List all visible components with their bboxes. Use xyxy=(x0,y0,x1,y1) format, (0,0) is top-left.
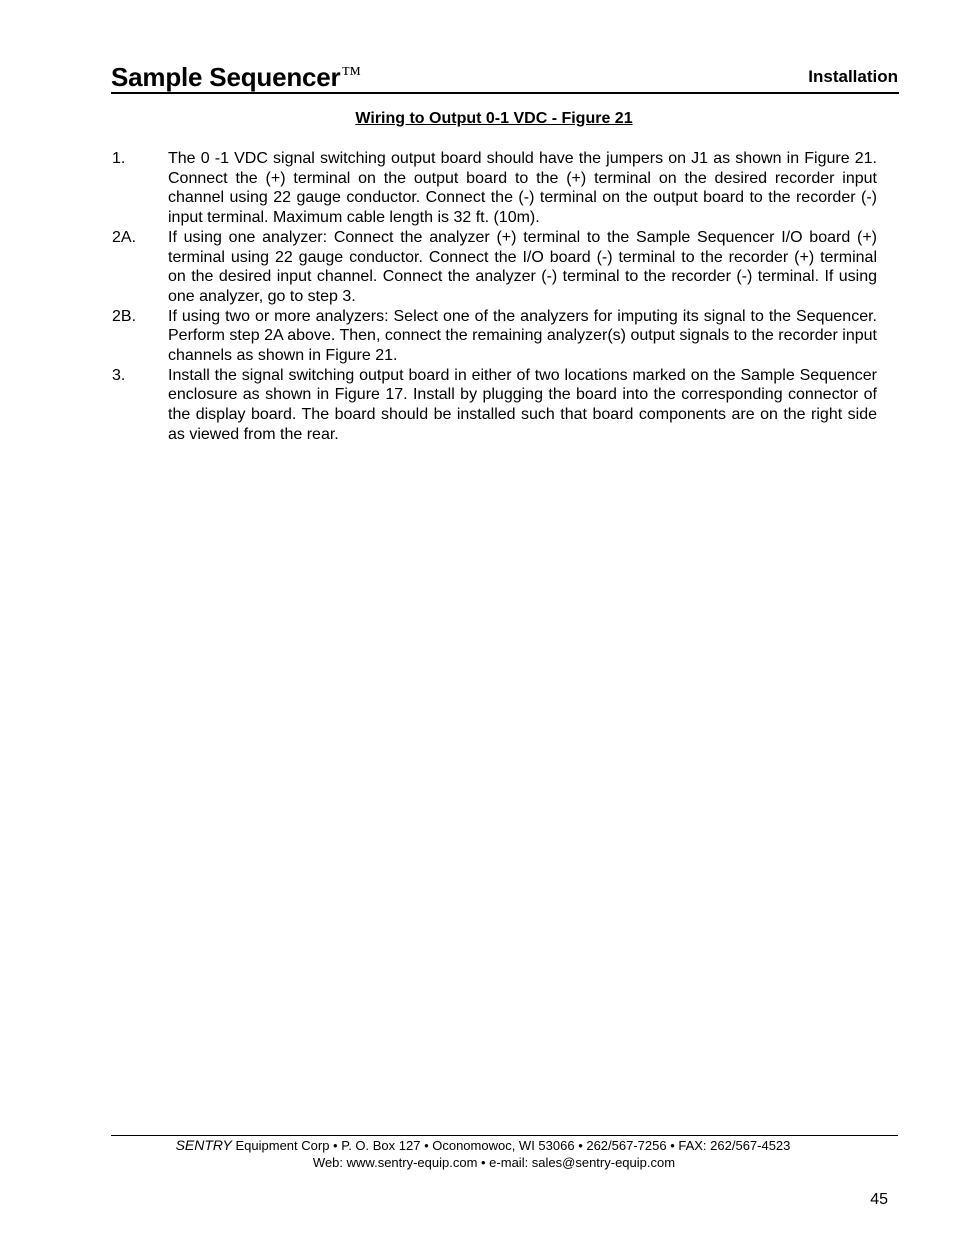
document-title xyxy=(111,56,361,95)
footer-address xyxy=(0,1137,954,1154)
title-text: Sample Sequencer xyxy=(111,62,341,92)
page-number: 45 xyxy=(870,1191,888,1208)
footer-web-contact: Web: www.sentry-equip.com • e-mail: sales@sentry-equip.com xyxy=(312,1155,676,1170)
list-item xyxy=(112,228,877,307)
list-item xyxy=(112,149,877,228)
footer-address-text: Equipment Corp • P. O. Box 127 • Oconomowoc, WI 53066 • 262/567-7256 • FAX: 262/567-4523 xyxy=(235,1138,791,1153)
footer-brand: SENTRY xyxy=(175,1137,232,1153)
step-number: 2B. xyxy=(112,307,137,325)
section-heading: Wiring to Output 0-1 VDC - Figure 21 xyxy=(355,110,633,127)
trademark-symbol: ™ xyxy=(341,63,361,85)
instruction-list xyxy=(112,149,877,445)
step-text: If using two or more analyzers: Select one of the analyzers for imputing its signal to the Sequencer. Perform step 2A above. Then, connect the remaining analyzer(s) output signals to the recorder input channels as shown in Figure 21. xyxy=(168,307,877,365)
step-number: 3. xyxy=(112,366,126,384)
page-header xyxy=(111,56,899,94)
section-label: Installation xyxy=(808,67,898,86)
list-item xyxy=(112,366,877,445)
footer-divider xyxy=(111,1135,898,1136)
step-text: If using one analyzer: Connect the analyzer (+) terminal to the Sample Sequencer I/O board (+) terminal using 22 gauge conductor. Connect the I/O board (-) terminal to the recorder (+) terminal on the desired input channel. Connect the analyzer (-) terminal to the recorder (-) terminal. If using one analyzer, go to step 3. xyxy=(168,228,877,305)
step-text: Install the signal switching output board in either of two locations marked on the Sample Sequencer enclosure as shown in Figure 17. Install by plugging the board into the corresponding connector of the display board. The board should be installed such that board components are on the right side as viewed from the rear. xyxy=(168,366,877,443)
step-text: The 0 -1 VDC signal switching output board should have the jumpers on J1 as shown in Figure 21. Connect the (+) terminal on the output board to the (+) terminal on the desired recorder input channel using 22 gauge conductor. Connect the (-) terminal on the output board to the recorder (-) input terminal. Maximum cable length is 32 ft. (10m). xyxy=(168,150,877,227)
step-number: 1. xyxy=(112,150,126,167)
list-item xyxy=(112,307,877,366)
step-number: 2A. xyxy=(112,228,137,246)
